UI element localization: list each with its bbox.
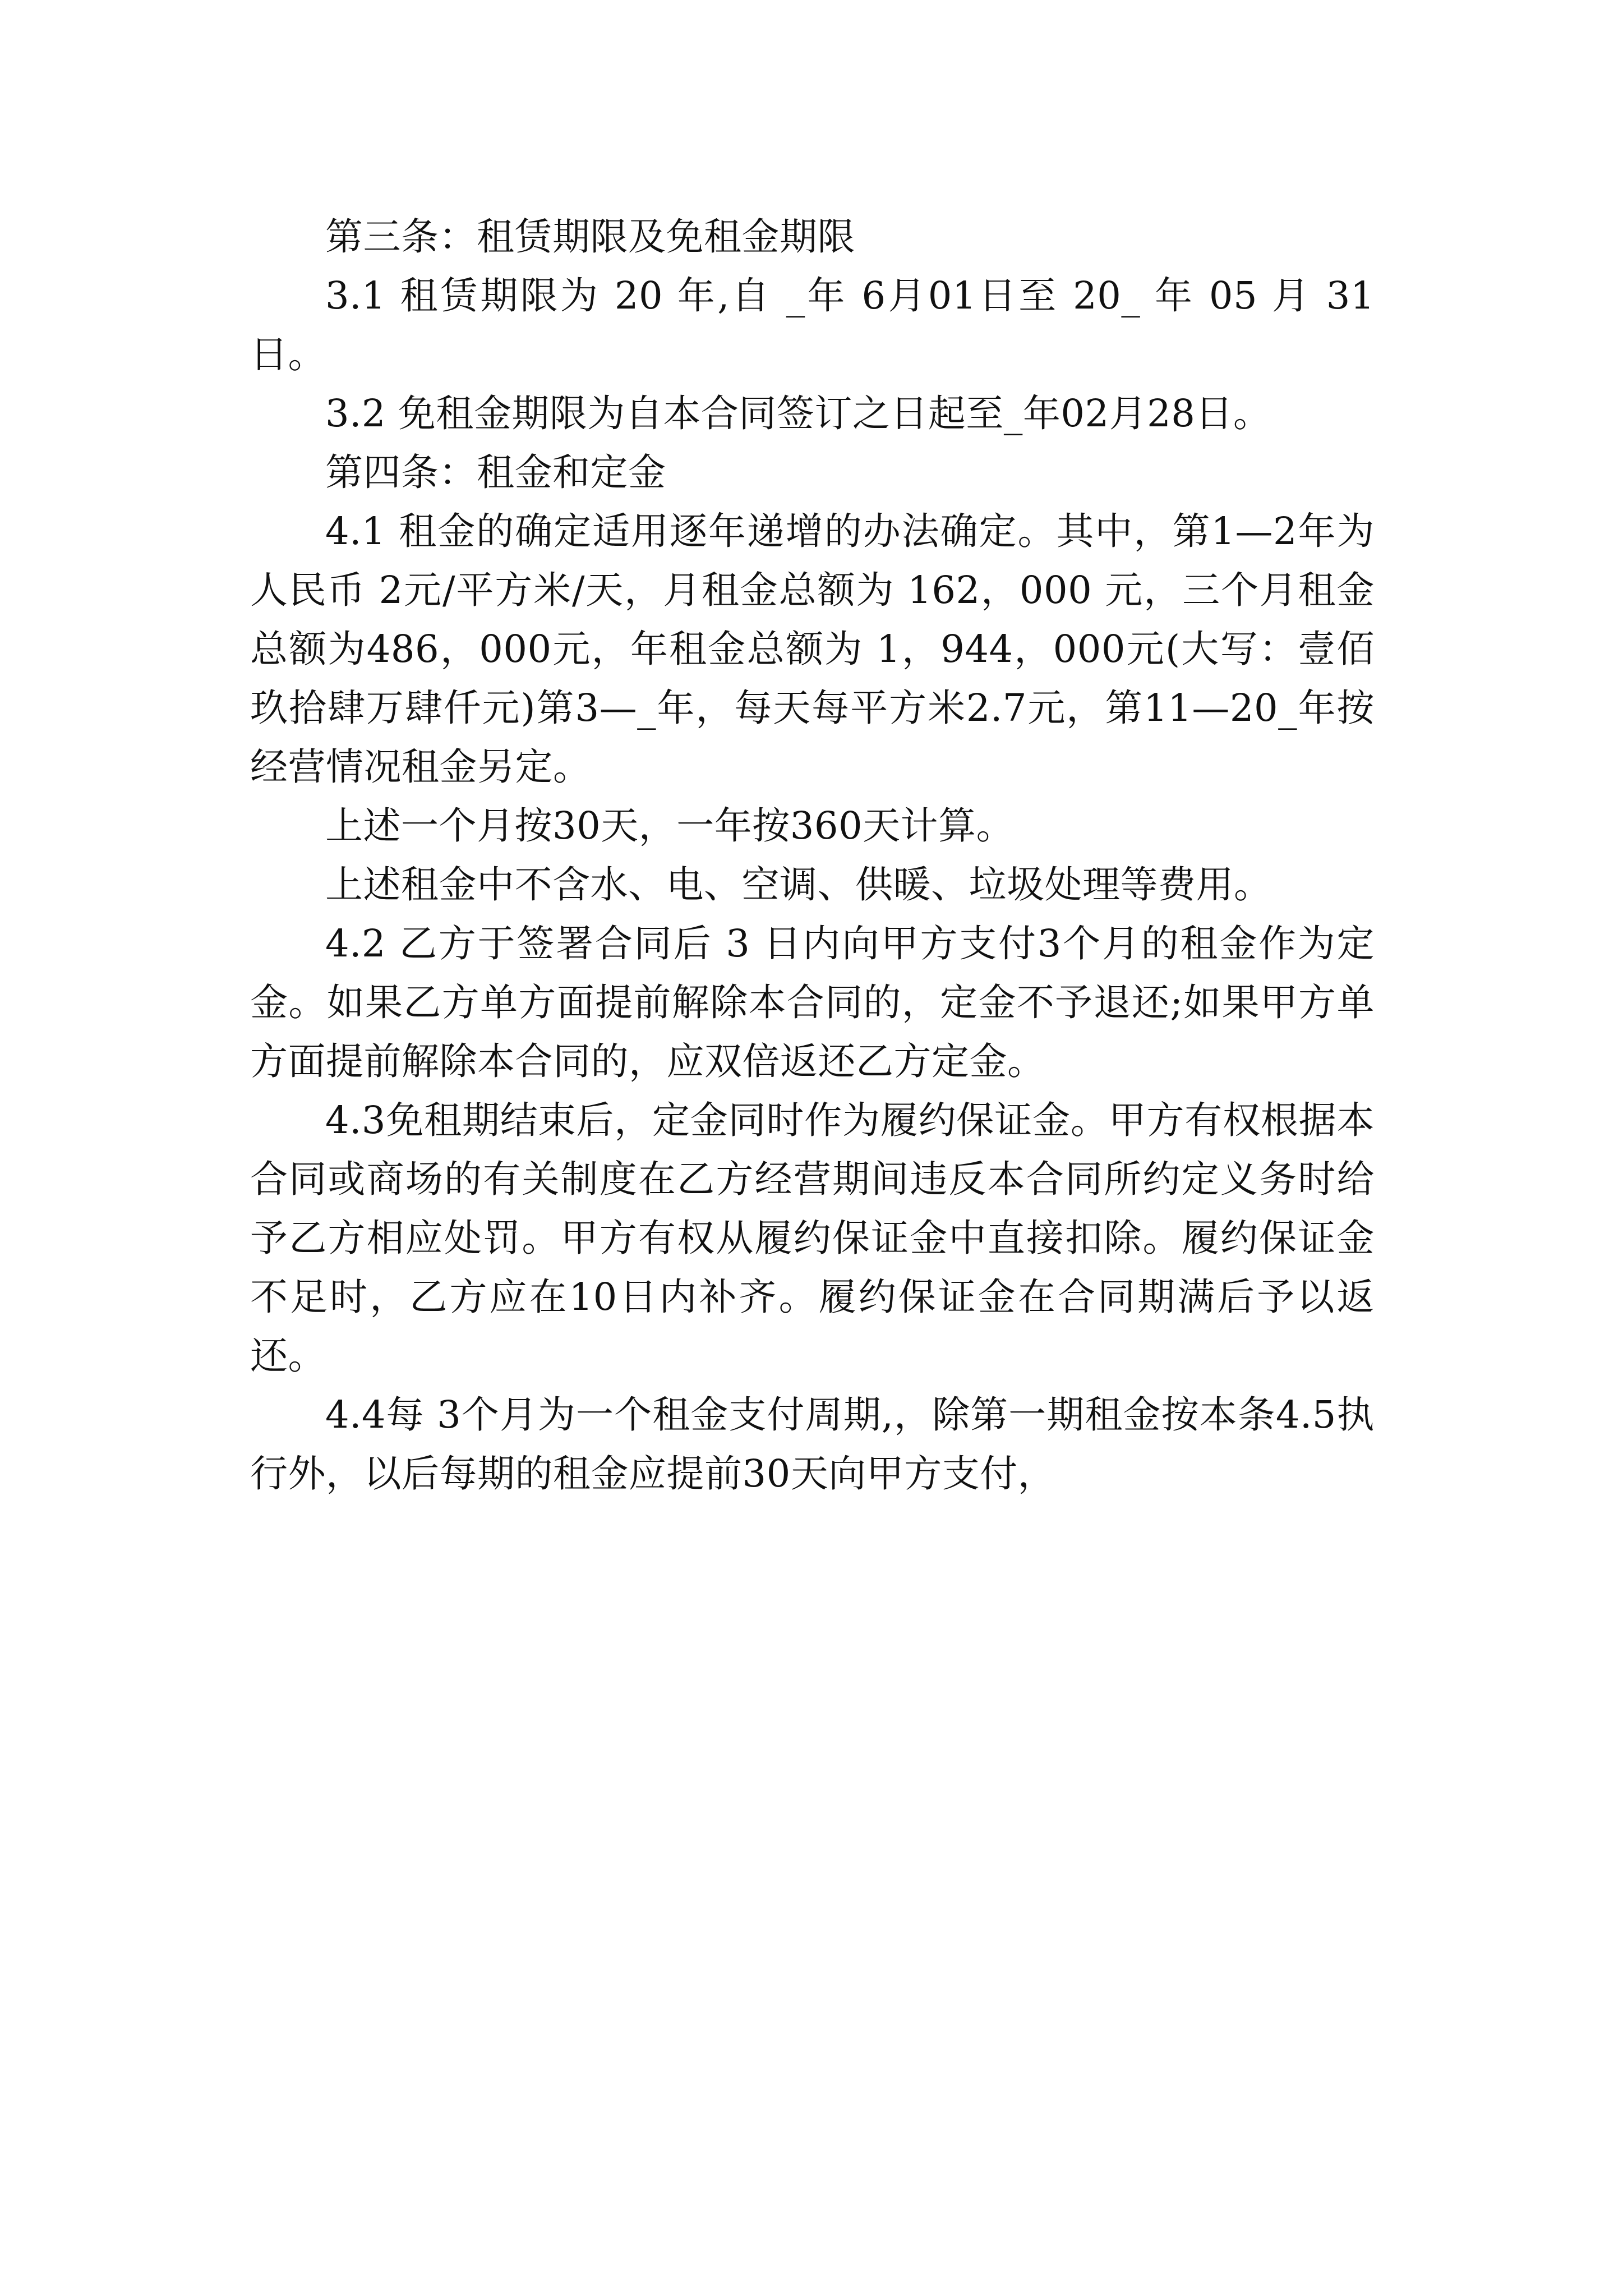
clause-4-1: 4.1 租金的确定适用逐年递增的办法确定。其中，第1—2年为人民币 2元/平方米/天，月租金总额为 162，000 元，三个月租金总额为486，000元，年租金总额为 1，944，000元(大写：壹佰玖拾肆万肆仟元)第3—_年，每天每平方米2.7元，第11—20_年按经营情况租金另定。 — [250, 509, 1375, 789]
clause-4-4: 4.4每 3个月为一个租金支付周期,，除第一期租金按本条4.5执行外，以后每期的租金应提前30天向甲方支付， — [250, 1393, 1375, 1496]
clause-3-1: 3.1 租赁期限为 20 年,自 _年 6月01日至 20_ 年 05 月 31 日。 — [250, 274, 1375, 376]
article-3-heading: 第三条：租赁期限及免租金期限 — [325, 215, 855, 259]
clause-3-2: 3.2 免租金期限为自本合同签订之日起至_年02月28日。 — [325, 392, 1271, 435]
article-4-heading: 第四条：租金和定金 — [325, 450, 666, 494]
rent-exclusion-note: 上述租金中不含水、电、空调、供暖、垃圾处理等费用。 — [325, 863, 1272, 907]
rent-calculation-note: 上述一个月按30天，一年按360天计算。 — [325, 804, 1015, 848]
clause-4-3: 4.3免租期结束后，定金同时作为履约保证金。甲方有权根据本合同或商场的有关制度在乙方经营期间违反本合同所约定义务时给予乙方相应处罚。甲方有权从履约保证金中直接扣除。履约保证金不足时，乙方应在10日内补齐。履约保证金在合同期满后予以返还。 — [250, 1098, 1375, 1378]
clause-4-2: 4.2 乙方于签署合同后 3 日内向甲方支付3个月的租金作为定金。如果乙方单方面提前解除本合同的，定金不予退还;如果甲方单方面提前解除本合同的，应双倍返还乙方定金。 — [250, 922, 1375, 1083]
document-body — [250, 208, 1375, 1503]
